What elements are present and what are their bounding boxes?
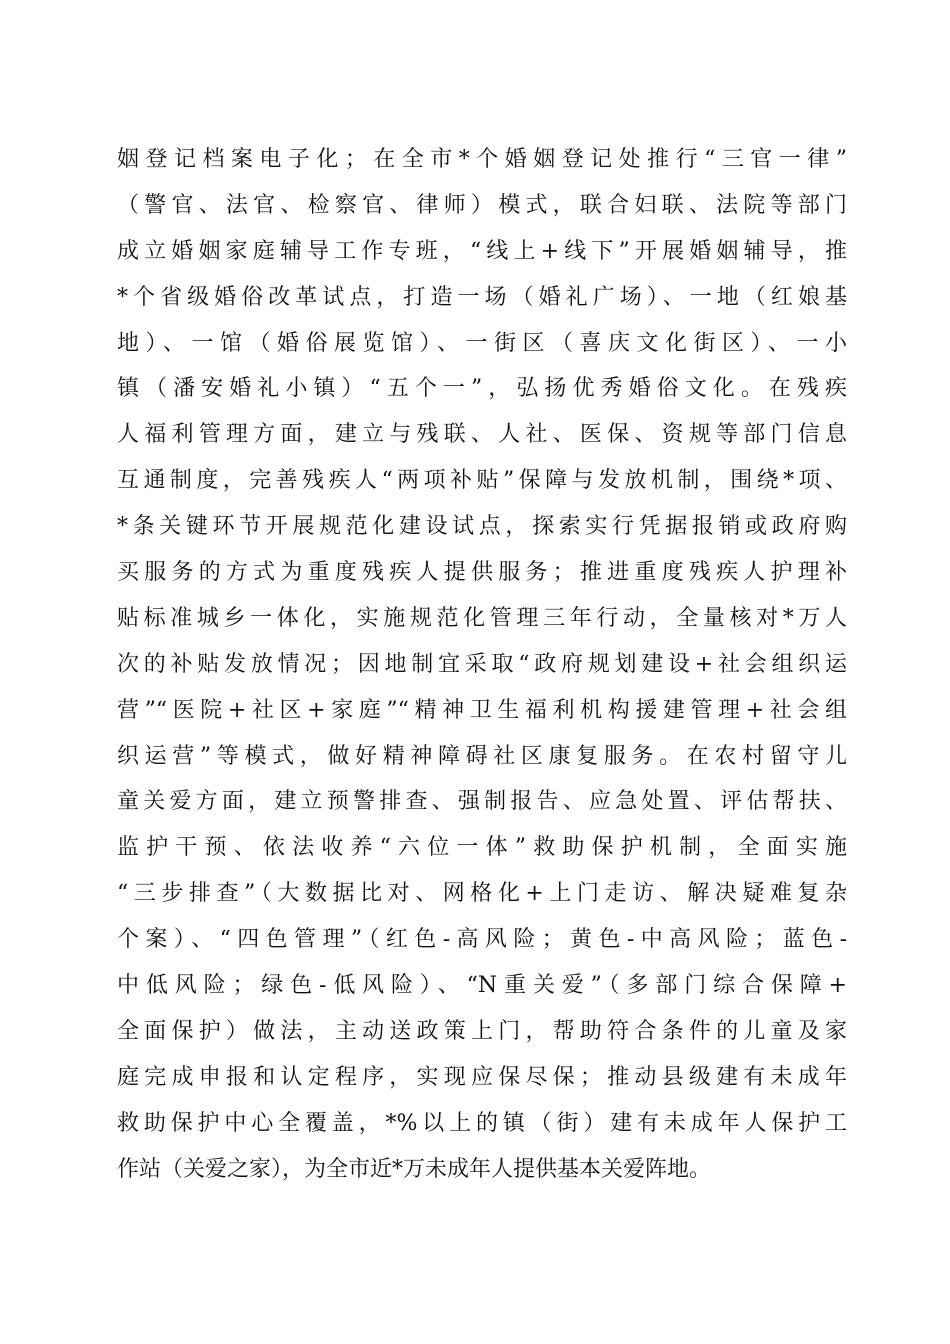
text-line-3: 成立婚姻家庭辅导工作专班，“线上+线下”开展婚姻辅导，推 — [117, 238, 847, 264]
text-line-2: （警官、法官、检察官、律师）模式，联合妇联、法院等部门 — [117, 192, 847, 218]
text-line-11: 贴标准城乡一体化，实施规范化管理三年行动，全量核对*万人 — [117, 605, 847, 631]
text-line-1: 姻登记档案电子化；在全市*个婚姻登记处推行“三官一律” — [117, 147, 847, 172]
text-line-20: 全面保护）做法，主动送政策上门，帮助符合条件的儿童及家 — [117, 1018, 847, 1044]
text-line-23: 作站（关爱之家），为全市近*万未成年人提供基本关爱阵地。 — [117, 1156, 712, 1182]
text-line-16: 监护干预、依法收养“六位一体”救助保护机制，全面实施 — [117, 835, 847, 861]
text-line-19: 中低风险；绿色-低风险）、“N重关爱”（多部门综合保障+ — [117, 973, 847, 999]
text-line-10: 买服务的方式为重度残疾人提供服务；推进重度残疾人护理补 — [117, 560, 847, 586]
text-line-17: “三步排查”（大数据比对、网格化+上门走访、解决疑难复杂 — [117, 881, 847, 907]
text-line-6: 镇（潘安婚礼小镇）“五个一”，弘扬优秀婚俗文化。在残疾 — [117, 376, 847, 402]
body-paragraph — [117, 137, 847, 1192]
text-line-8: 互通制度，完善残疾人“两项补贴”保障与发放机制，围绕*项、 — [117, 468, 847, 494]
text-line-12: 次的补贴发放情况；因地制宜采取“政府规划建设+社会组织运 — [117, 651, 847, 677]
text-line-7: 人福利管理方面，建立与残联、人社、医保、资规等部门信息 — [117, 422, 847, 448]
text-line-21: 庭完成申报和认定程序，实现应保尽保；推动县级建有未成年 — [117, 1064, 847, 1090]
text-line-14: 织运营”等模式，做好精神障碍社区康复服务。在农村留守儿 — [117, 743, 847, 769]
text-line-18: 个案）、“四色管理”（红色-高风险；黄色-中高风险；蓝色- — [117, 927, 847, 953]
text-line-22: 救助保护中心全覆盖，*%以上的镇（街）建有未成年人保护工 — [117, 1110, 847, 1136]
text-line-4: *个省级婚俗改革试点，打造一场（婚礼广场）、一地（红娘基 — [117, 284, 847, 310]
text-line-5: 地）、一馆（婚俗展览馆）、一街区（喜庆文化街区）、一小 — [117, 330, 847, 356]
text-line-9: *条关键环节开展规范化建设试点，探索实行凭据报销或政府购 — [117, 514, 847, 540]
text-line-13: 营”“医院+社区+家庭”“精神卫生福利机构援建管理+社会组 — [117, 697, 847, 723]
text-line-15: 童关爱方面，建立预警排查、强制报告、应急处置、评估帮扶、 — [117, 789, 847, 815]
